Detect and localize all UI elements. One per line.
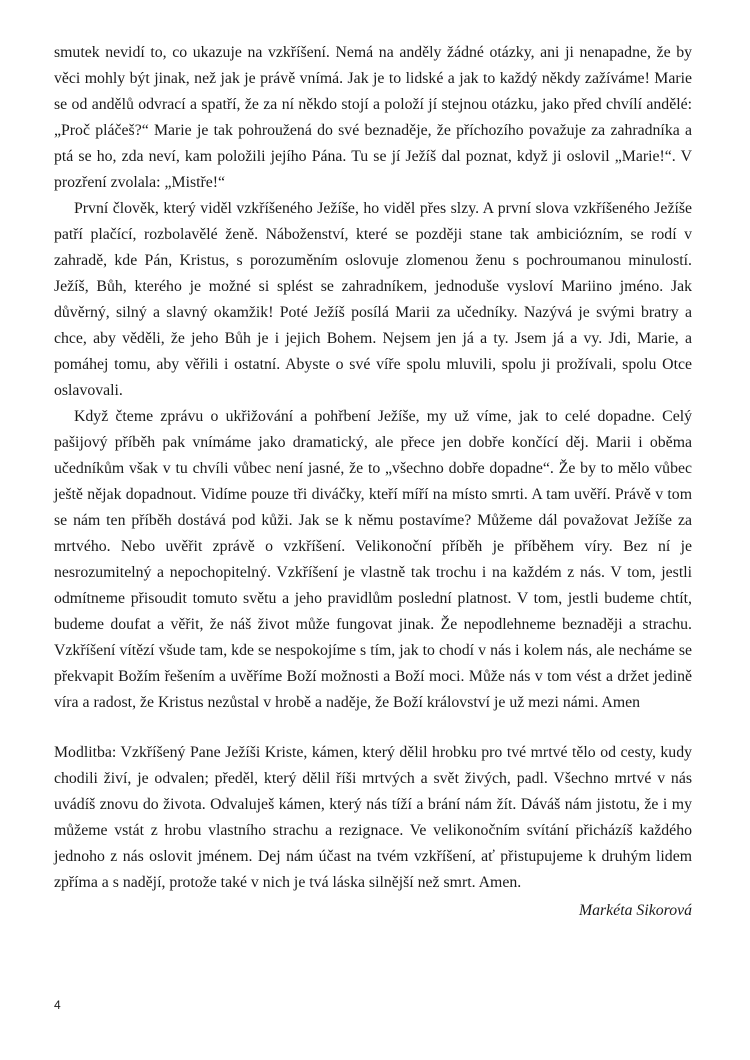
paragraph-reading-report: Když čteme zprávu o ukřižování a pohřbení Ježíše, my už víme, jak to celé dopadne. Celý pašijový příběh pak vnímáme jako dramatický, ale přece jen dobře končící děj. Marii i oběma učedníkům však v tu chvíli vůbec není jasné, že to „všechno dobře dopadne“. Že by to mělo vůbec ještě nějak dopadnout. Vidíme pouze tři diváčky, kteří míří na místo smrti. A tam uvěří. Právě v tom se nám ten příběh dostává pod kůži. Jak se k němu postavíme? Můžeme dál považovat Ježíše za mrtvého. Nebo uvěřit zprávě o vzkříšení. Velikonoční příběh je příběhem víry. Bez ní je nesrozumitelný a nepochopitelný. Vzkříšení je vlastně tak trochu i na každém z nás. V tom, jestli odmítneme přisoudit tomuto světu a jeho pravidlům poslední platnost. V tom, jestli budeme chtít, budeme doufat a věřit, že náš život může fungovat jinak. Že nepodlehneme beznaději a strachu. Vzkříšení vítězí všude tam, kde se nespokojíme s tím, jak to chodí v nás i kolem nás, ale necháme se překvapit Božím řešením a uvěříme Boží možnosti a Boží moci. Může nás v tom vést a držet jedině víra a radost, že Kristus nezůstal v hrobě a naděje, že Boží království je už mezi námi. Amen	[54, 408, 692, 711]
document-page	[54, 40, 692, 924]
page-number: 4	[54, 998, 61, 1012]
prayer-paragraph: Modlitba: Vzkříšený Pane Ježíši Kriste, kámen, který dělil hrobku pro tvé mrtvé tělo od cesty, kudy chodili živí, je odvalen; předěl, který dělil říši mrtvých a svět živých, padl. Všechno mrtvé v nás uvádíš znovu do života. Odvaluješ kámen, který nás tíží a brání nám žít. Dáváš nám jistotu, že i my můžeme vstát z hrobu vlastního strachu a rezignace. Ve velikonočním svítání přicházíš každého jednoho z nás oslovit jménem. Dej nám účast na tvém vzkříšení, ať přistupujeme k druhým lidem zpříma a s nadějí, protože také v nich je tvá láska silnější než smrt. Amen.	[54, 744, 692, 891]
paragraph-continuation: smutek nevidí to, co ukazuje na vzkříšení. Nemá na anděly žádné otázky, ani ji nenapadne, že by věci mohly být jinak, než jak je právě vnímá. Jak je to lidské a jak to každý někdy zažíváme! Marie se od andělů odvrací a spatří, že za ní někdo stojí a položí jí stejnou otázku, jako před chvílí andělé: „Proč pláčeš?“ Marie je tak pohroužená do své beznaděje, že příchozího považuje za zahradníka a ptá se ho, zda neví, kam položili jejího Pána. Tu se jí Ježíš dal poznat, když ji oslovil „Marie!“. V prozření zvolala: „Mistře!“	[54, 44, 692, 191]
author-signature: Markéta Sikorová	[578, 902, 692, 919]
paragraph-first-person: První člověk, který viděl vzkříšeného Ježíše, ho viděl přes slzy. A první slova vzkříšeného Ježíše patří plačící, rozbolavělé ženě. Náboženství, které se později stane tak ambiciózním, se rodí v zahradě, kde Pán, Kristus, s porozuměním oslovuje zlomenou ženu s pochroumanou minulostí. Ježíš, Bůh, kterého je možné si splést se zahradníkem, jednoduše vysloví Mariino jméno. Jak důvěrný, silný a slavný okamžik! Poté Ježíš posílá Marii za učedníky. Nazývá je svými bratry a chce, aby věděli, že jeho Bůh je i jejich Bohem. Nejsem jen já a ty. Jsem já a vy. Jdi, Marie, a pomáhej tomu, aby věřili i ostatní. Abyste o své víře spolu mluvili, spolu ji prožívali, spolu Otce oslavovali.	[54, 200, 692, 399]
